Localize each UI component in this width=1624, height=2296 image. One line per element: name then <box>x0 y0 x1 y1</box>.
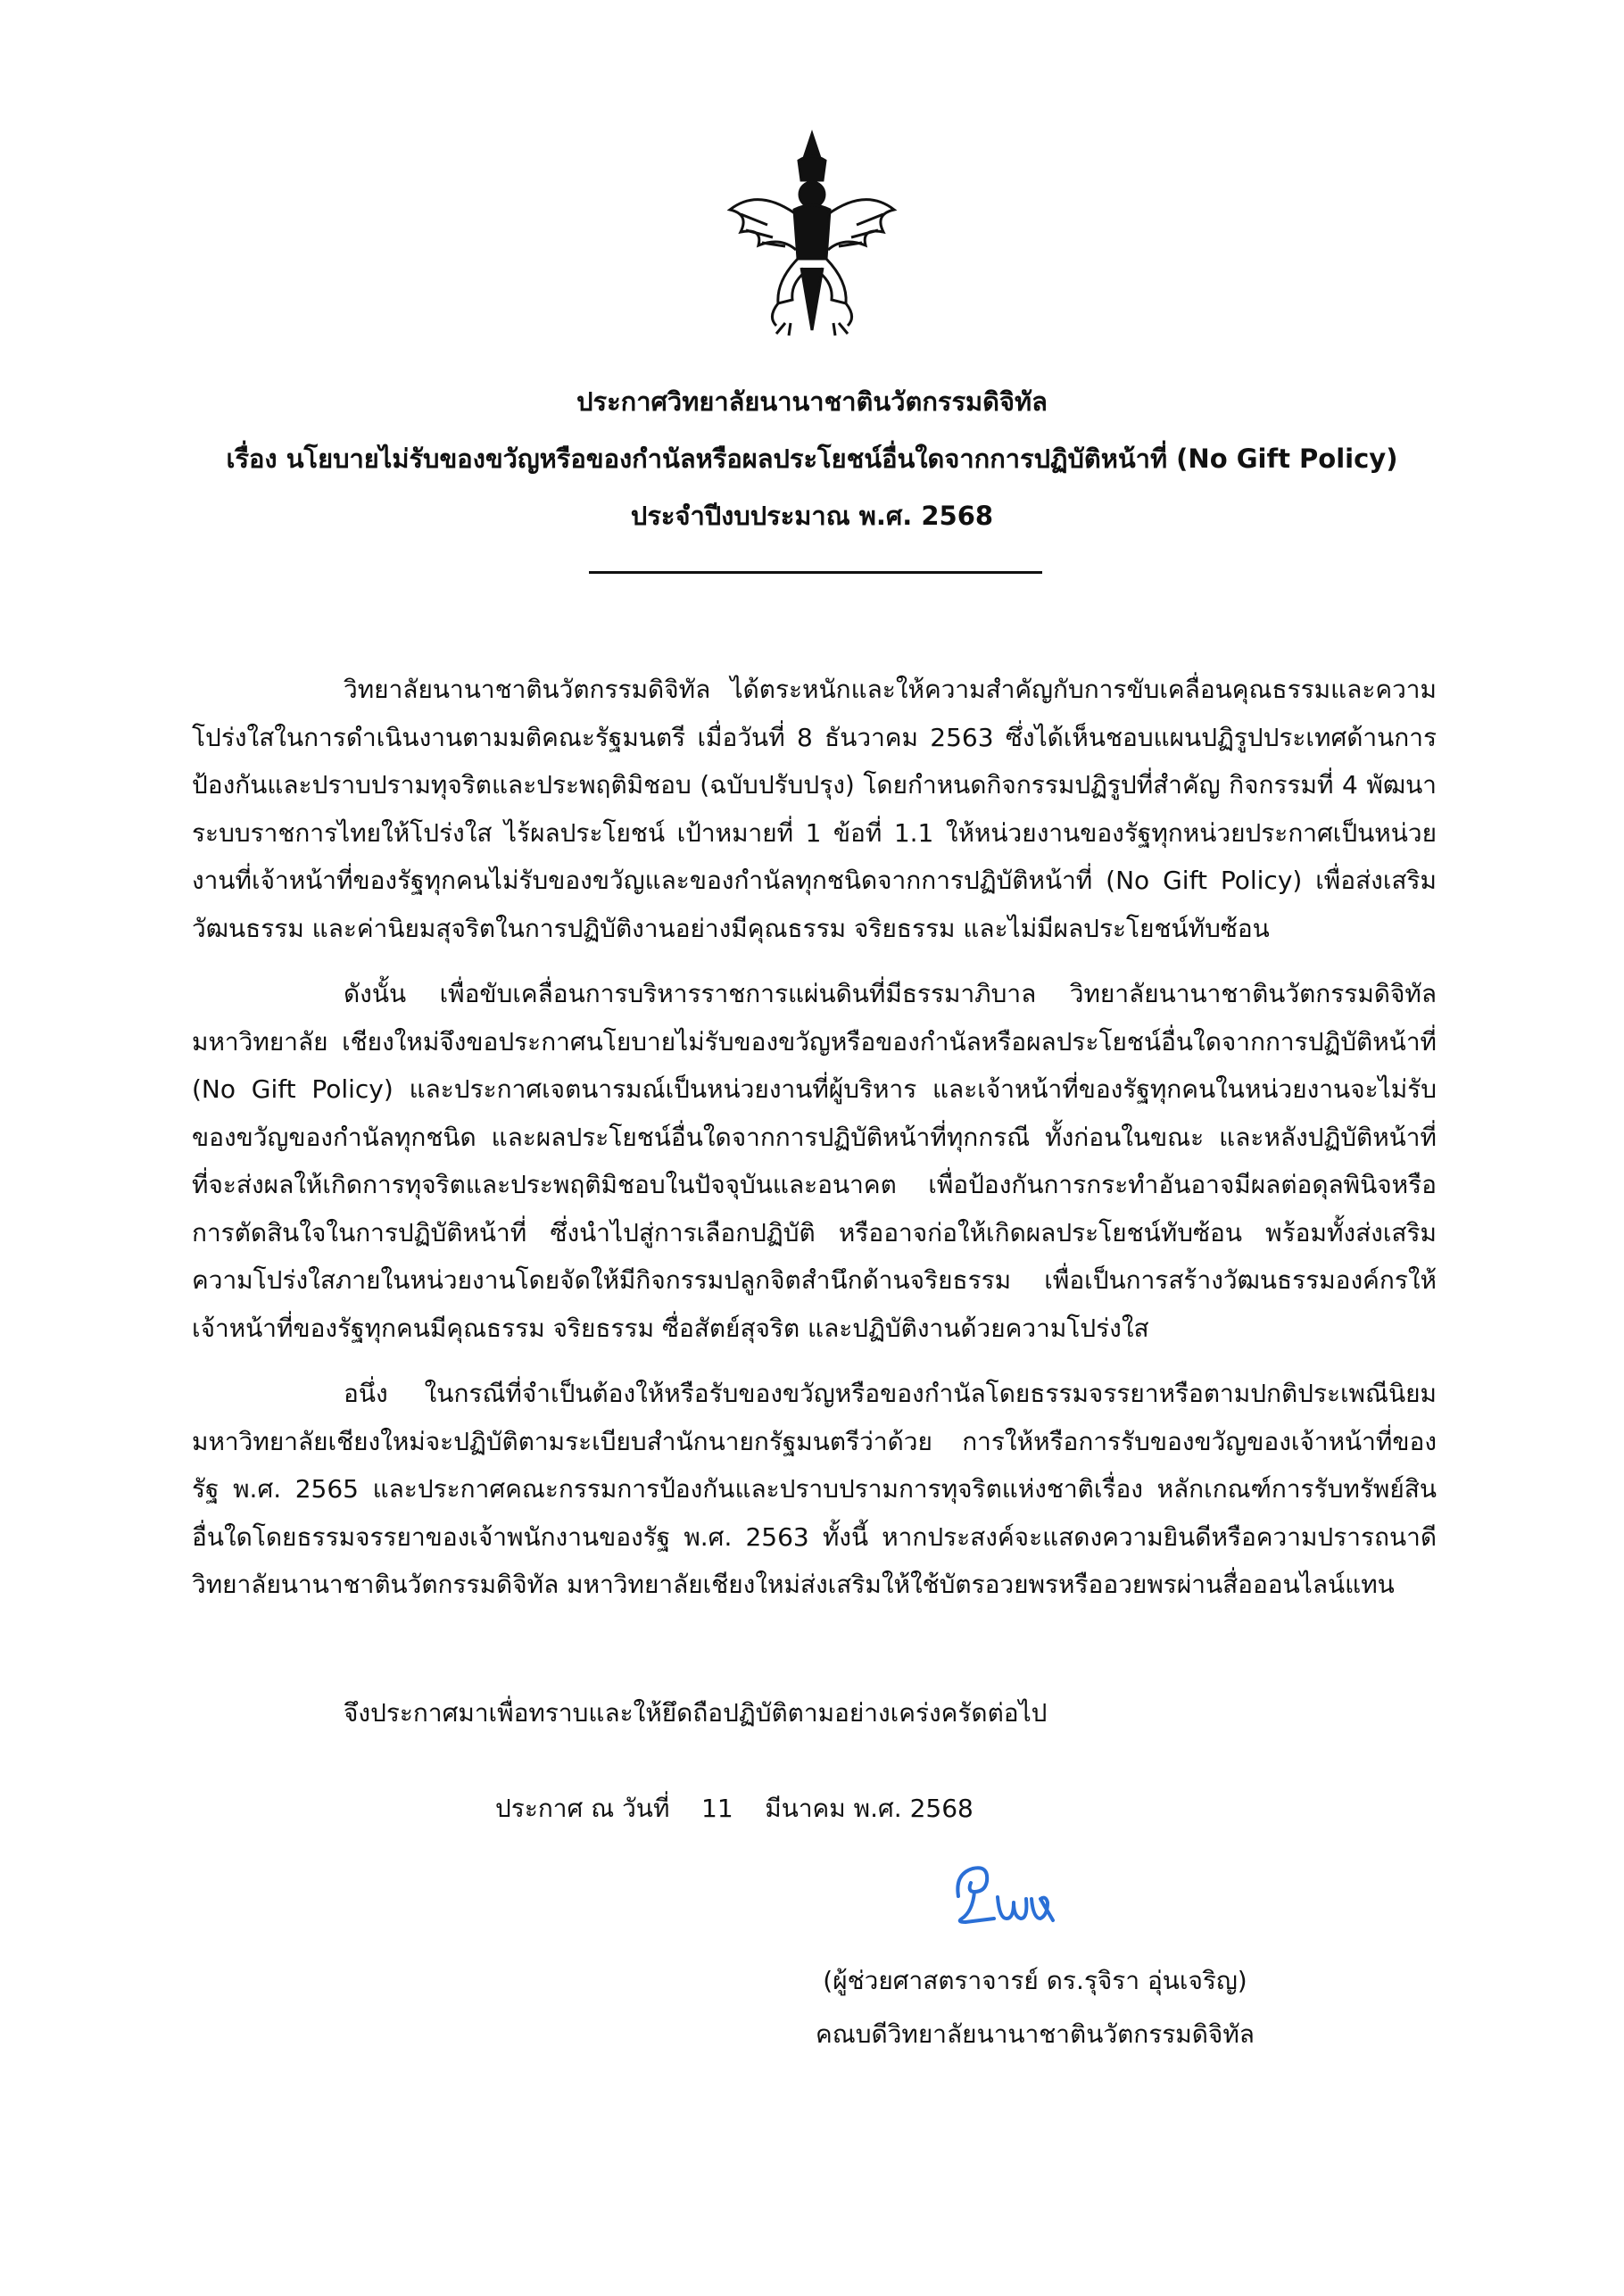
signer-name: (ผู้ช่วยศาสตราจารย์ ดร.รุจิรา อุ่นเจริญ) <box>823 1966 1247 1995</box>
body-paragraph: อนึ่ง ในกรณีที่จำเป็นต้องให้หรือรับของขวัญหรือของกำนัลโดยธรรมจรรยาหรือตามปกติประเพณีนิยม มหาวิทยาลัยเชียงใหม่จะปฏิบัติตามระเบียบสำนักนายกรัฐมนตรีว่าด้วย การให้หรือการรับของขวัญของเจ้าหน้าที่ของรัฐ พ.ศ. 2565 และประกาศคณะกรรมการป้องกันและปราบปรามการทุจริตแห่งชาติเรื่อง หลักเกณฑ์การรับทรัพย์สินอื่นใดโดยธรรมจรรยาของเจ้าพนักงานของรัฐ พ.ศ. 2563 ทั้งนี้ หากประสงค์จะแสดงความยินดีหรือความปรารถนาดี วิทยาลัยนานาชาตินวัตกรรมดิจิทัล มหาวิทยาลัยเชียงใหม่ส่งเสริมให้ใช้บัตรอวยพรหรืออวยพรผ่านสื่อออนไลน์แทน <box>192 1379 1437 1599</box>
announcement-date: ประกาศ ณ วันที่ 11 มีนาคม พ.ศ. 2568 <box>495 1794 974 1823</box>
document-fiscal-year: ประจำปีงบประมาณ พ.ศ. 2568 <box>630 501 994 531</box>
body-paragraph: วิทยาลัยนานาชาตินวัตกรรมดิจิทัล ได้ตระหนักและให้ความสำคัญกับการขับเคลื่อนคุณธรรมและความโปร่งใสในการดำเนินงานตามมติคณะรัฐมนตรี เมื่อวันที่ 8 ธันวาคม 2563 ซึ่งได้เห็นชอบแผนปฏิรูปประเทศด้านการป้องกันและปราบปรามทุจริตและประพฤติมิชอบ (ฉบับปรับปรุง) โดยกำหนดกิจกรรมปฏิรูปที่สำคัญ กิจกรรมที่ 4 พัฒนาระบบราชการไทยให้โปร่งใส ไร้ผลประโยชน์ เป้าหมายที่ 1 ข้อที่ 1.1 ให้หน่วยงานของรัฐทุกหน่วยประกาศเป็นหน่วยงานที่เจ้าหน้าที่ของรัฐทุกคนไม่รับของขวัญและของกำนัลทุกชนิดจากการปฏิบัติหน้าที่ (No Gift Policy) เพื่อส่งเสริมวัฒนธรรม และค่านิยมสุจริตในการปฏิบัติงานอย่างมีคุณธรรม จริยธรรม และไม่มีผลประโยชน์ทับซ้อน <box>192 675 1437 943</box>
handwritten-signature <box>948 1856 1064 1936</box>
document-title: ประกาศวิทยาลัยนานาชาตินวัตกรรมดิจิทัล <box>576 386 1048 417</box>
closing-statement: จึงประกาศมาเพื่อทราบและให้ยึดถือปฏิบัติตามอย่างเคร่งครัดต่อไป <box>344 1698 1048 1728</box>
body-paragraph: ดังนั้น เพื่อขับเคลื่อนการบริหารราชการแผ่นดินที่มีธรรมาภิบาล วิทยาลัยนานาชาตินวัตกรรมดิจิทัล มหาวิทยาลัย เชียงใหม่จึงขอประกาศนโยบายไม่รับของขวัญหรือของกำนัลหรือผลประโยชน์อื่นใดจากการปฏิบัติหน้าที่ (No Gift Policy) และประกาศเจตนารมณ์เป็นหน่วยงานที่ผู้บริหาร และเจ้าหน้าที่ของรัฐทุกคนในหน่วยงานจะไม่รับของขวัญของกำนัลทุกชนิด และผลประโยชน์อื่นใดจากการปฏิบัติหน้าที่ทุกกรณี ทั้งก่อนในขณะ และหลังปฏิบัติหน้าที่ ที่จะส่งผลให้เกิดการทุจริตและประพฤติมิชอบในปัจจุบันและอนาคต เพื่อป้องกันการกระทำอันอาจมีผลต่อดุลพินิจหรือการตัดสินใจในการปฏิบัติหน้าที่ ซึ่งนำไปสู่การเลือกปฏิบัติ หรืออาจก่อให้เกิดผลประโยชน์ทับซ้อน พร้อมทั้งส่งเสริมความโปร่งใสภายในหน่วยงานโดยจัดให้มีกิจกรรมปลูกจิตสำนึกด้านจริยธรรม เพื่อเป็นการสร้างวัฒนธรรมองค์กรให้เจ้าหน้าที่ของรัฐทุกคนมีคุณธรรม จริยธรรม ซื่อสัตย์สุจริต และปฏิบัติงานด้วยความโปร่งใส <box>192 979 1437 1343</box>
document-header <box>0 373 1624 544</box>
garuda-emblem-icon <box>714 125 910 339</box>
document-subject: เรื่อง นโยบายไม่รับของขวัญหรือของกำนัลหรือผลประโยชน์อื่นใดจากการปฏิบัติหน้าที่ (No Gift Policy) <box>226 443 1398 474</box>
header-divider <box>589 571 1042 574</box>
signer-position: คณบดีวิทยาลัยนานาชาตินวัตกรรมดิจิทัล <box>816 2019 1255 2049</box>
document-body <box>192 666 1437 1627</box>
signer-block <box>785 1954 1285 2061</box>
